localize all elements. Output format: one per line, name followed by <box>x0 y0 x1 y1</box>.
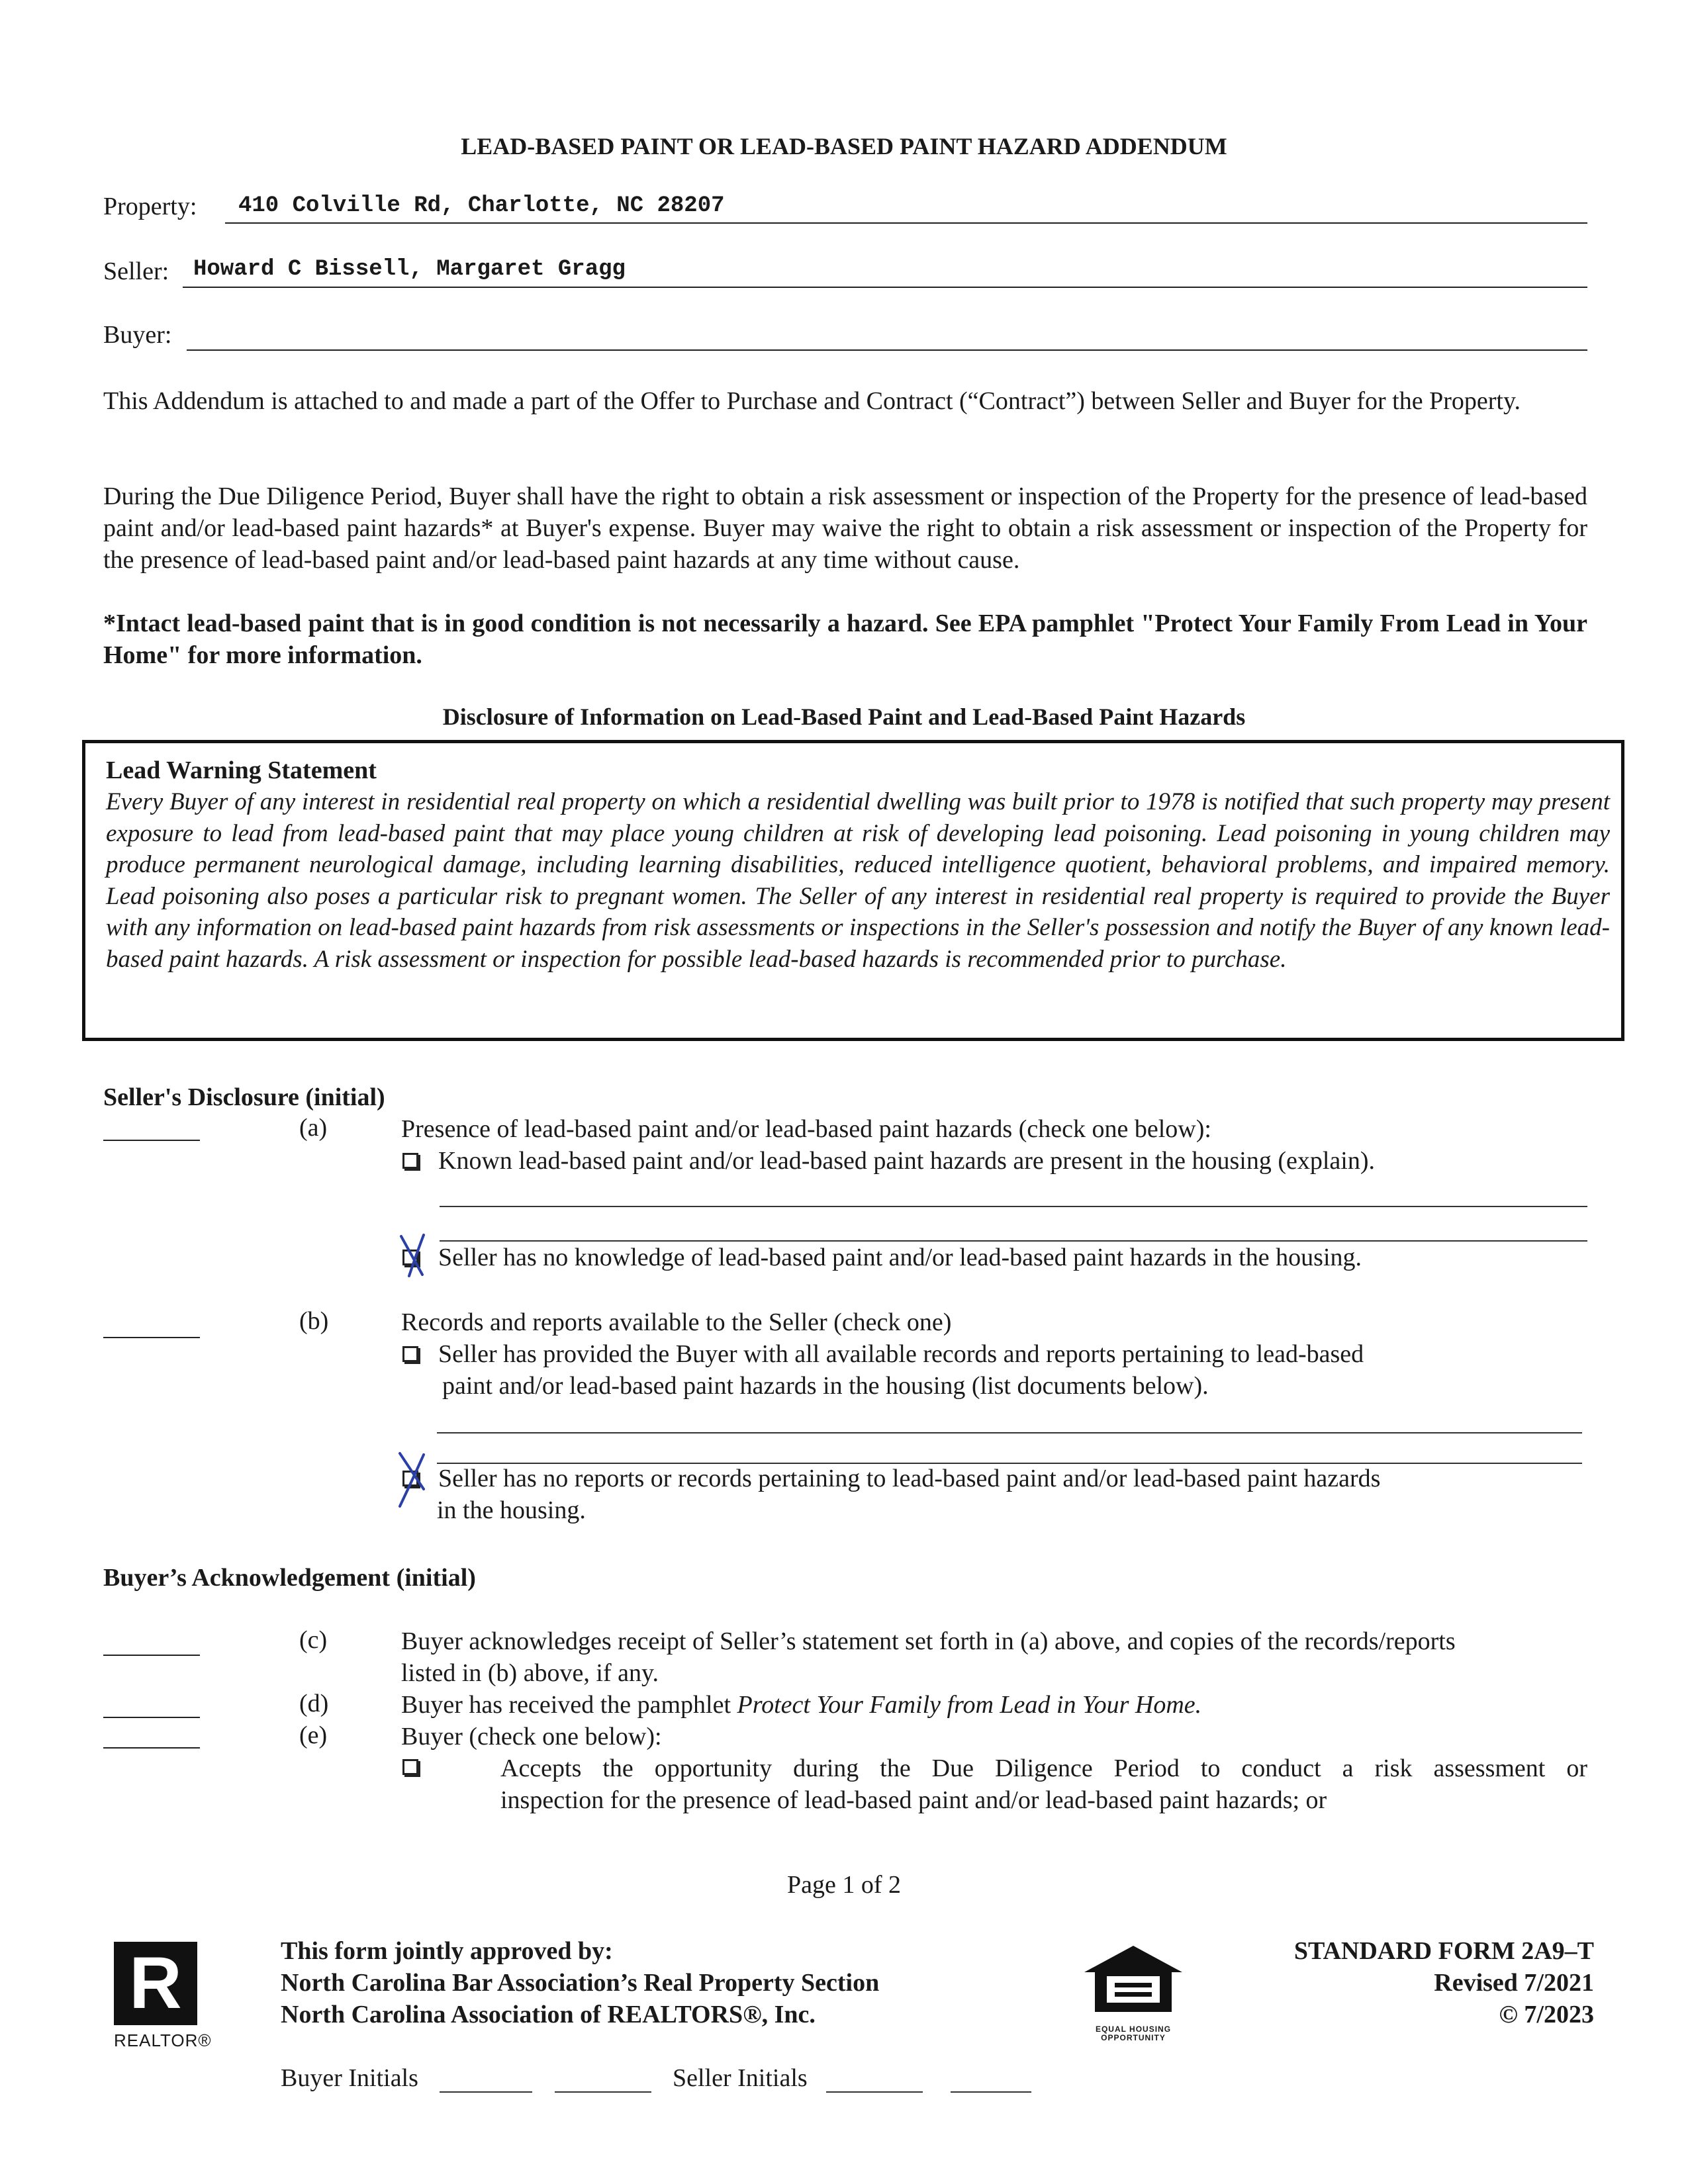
intact-paint-note: *Intact lead-based paint that is in good condition is not necessarily a hazard. See EPA pamphlet "Protect Your Family From Lead in Your Home" for more information. <box>103 610 1587 669</box>
item-d-plain: Buyer has received the pamphlet <box>401 1691 737 1719</box>
item-letter-d: (d) <box>299 1690 329 1717</box>
item-letter-e: (e) <box>299 1721 328 1749</box>
item-letter-a: (a) <box>299 1114 328 1142</box>
buyer-line <box>187 349 1587 351</box>
item-b-opt1-line2: paint and/or lead-based paint hazards in the housing (list documents below). <box>442 1372 1209 1400</box>
realtor-label: REALTOR® <box>114 2030 212 2050</box>
due-diligence-paragraph: During the Due Diligence Period, Buyer shall have the right to obtain a risk assessment or inspection of the Property for the presence of lead-based paint and/or lead-based paint hazards* at Buyer's expense. Buyer may waive the right to obtain a risk assessment or inspection of the Property for the presence of lead-based paint and/or lead-based paint hazards at any time without cause. <box>103 482 1587 574</box>
form-revised: Revised 7/2021 <box>1434 1969 1594 1997</box>
realtor-logo <box>114 1942 197 2025</box>
item-c-line2: listed in (b) above, if any. <box>401 1659 659 1687</box>
buyer-initials-line-1[interactable] <box>440 2091 532 2093</box>
item-letter-c: (c) <box>299 1626 328 1654</box>
checkbox-e-accepts[interactable] <box>402 1759 418 1775</box>
property-field[interactable]: 410 Colville Rd, Charlotte, NC 28207 <box>238 193 725 218</box>
warning-title: Lead Warning Statement <box>106 756 377 784</box>
form-number: STANDARD FORM 2A9–T <box>1293 1937 1594 1965</box>
realtor-logo-mark: R <box>129 1942 182 2024</box>
buyer-initial-c[interactable] <box>103 1655 200 1656</box>
page-number: Page 1 of 2 <box>786 1871 902 1899</box>
item-a-text: Presence of lead-based paint and/or lead-based paint hazards (check one below): <box>401 1115 1211 1143</box>
seller-label: Seller: <box>103 257 169 285</box>
document-title: LEAD-BASED PAINT OR LEAD-BASED PAINT HAZARD ADDENDUM <box>461 133 1227 159</box>
item-b-text: Records and reports available to the Seller (check one) <box>401 1308 952 1336</box>
checkmark-b-icon <box>395 1449 432 1510</box>
approval-line-2: North Carolina Bar Association’s Real Property Section <box>281 1969 880 1997</box>
checkmark-a-icon <box>397 1232 430 1280</box>
buyer-label: Buyer: <box>103 321 172 349</box>
item-a-opt1: Known lead-based paint and/or lead-based paint hazards are present in the housing (explain). <box>438 1147 1375 1175</box>
property-label: Property: <box>103 193 197 220</box>
buyer-ack-heading: Buyer’s Acknowledgement (initial) <box>103 1564 476 1592</box>
documents-line-1[interactable] <box>437 1432 1582 1433</box>
item-d-text <box>401 1689 1201 1721</box>
buyer-initial-e[interactable] <box>103 1747 200 1749</box>
warning-text: Every Buyer of any interest in residential real property on which a residential dwelling was built prior to 1978 is notified that such property may present exposure to lead from lead-based paint that may place young children at risk of developing lead poisoning. Lead poisoning in young children may produce permanent neurological damage, including learning disabilities, reduced intelligence quotient, behavioral problems, and impaired memory. Lead poisoning also poses a particular risk to pregnant women. The Seller of any interest in residential real property is required to provide the Buyer with any information on lead-based paint hazards from risk assessments or inspections in the Seller's possession and notify the Buyer of any known lead-based paint hazards. A risk assessment or inspection for possible lead-based hazards is recommended prior to purchase. <box>106 788 1610 973</box>
seller-initials-line-2[interactable] <box>951 2091 1031 2093</box>
property-line <box>225 222 1587 224</box>
seller-initials-label: Seller Initials <box>673 2064 808 2092</box>
explain-line-1[interactable] <box>440 1206 1587 1207</box>
item-b-opt2-line1: Seller has no reports or records pertaining to lead-based paint and/or lead-based paint hazards <box>438 1465 1381 1492</box>
item-d-italic: Protect Your Family from Lead in Your Home. <box>737 1691 1202 1719</box>
checkbox-a-known[interactable] <box>402 1153 418 1169</box>
item-e-text: Buyer (check one below): <box>401 1723 662 1751</box>
item-b-opt1-line1: Seller has provided the Buyer with all available records and reports pertaining to lead-based <box>438 1340 1364 1368</box>
seller-disclosure-heading: Seller's Disclosure (initial) <box>103 1083 385 1111</box>
buyer-initials-label: Buyer Initials <box>281 2064 418 2092</box>
form-copyright: © 7/2023 <box>1499 2001 1594 2028</box>
seller-line <box>183 287 1587 288</box>
seller-initial-b[interactable] <box>103 1337 200 1338</box>
approval-line-1: This form jointly approved by: <box>281 1937 613 1965</box>
seller-field[interactable]: Howard C Bissell, Margaret Gragg <box>193 257 626 282</box>
item-c-line1: Buyer acknowledges receipt of Seller’s statement set forth in (a) above, and copies of the records/reports <box>401 1627 1456 1655</box>
item-b-opt2-line2: in the housing. <box>437 1496 586 1524</box>
disclosure-heading: Disclosure of Information on Lead-Based Paint and Lead-Based Paint Hazards <box>442 704 1246 730</box>
item-e-opt1-line2: inspection for the presence of lead-based paint and/or lead-based paint hazards; or <box>500 1786 1327 1814</box>
checkbox-b-provided[interactable] <box>402 1346 418 1362</box>
seller-initial-a[interactable] <box>103 1140 200 1141</box>
approval-line-3: North Carolina Association of REALTORS®, Inc. <box>281 2001 816 2028</box>
item-e-opt1-line1: Accepts the opportunity during the Due Diligence Period to conduct a risk assessment or <box>500 1754 1587 1782</box>
equal-housing-text: EQUAL HOUSING OPPORTUNITY <box>1095 2025 1172 2042</box>
item-a-opt2: Seller has no knowledge of lead-based paint and/or lead-based paint hazards in the housing. <box>438 1244 1362 1271</box>
intro-paragraph: This Addendum is attached to and made a part of the Offer to Purchase and Contract (“Contract”) between Seller and Buyer for the Property. <box>103 387 1521 415</box>
item-letter-b: (b) <box>299 1307 329 1335</box>
seller-initials-line-1[interactable] <box>826 2091 923 2093</box>
buyer-initial-d[interactable] <box>103 1717 200 1718</box>
buyer-initials-line-2[interactable] <box>555 2091 651 2093</box>
